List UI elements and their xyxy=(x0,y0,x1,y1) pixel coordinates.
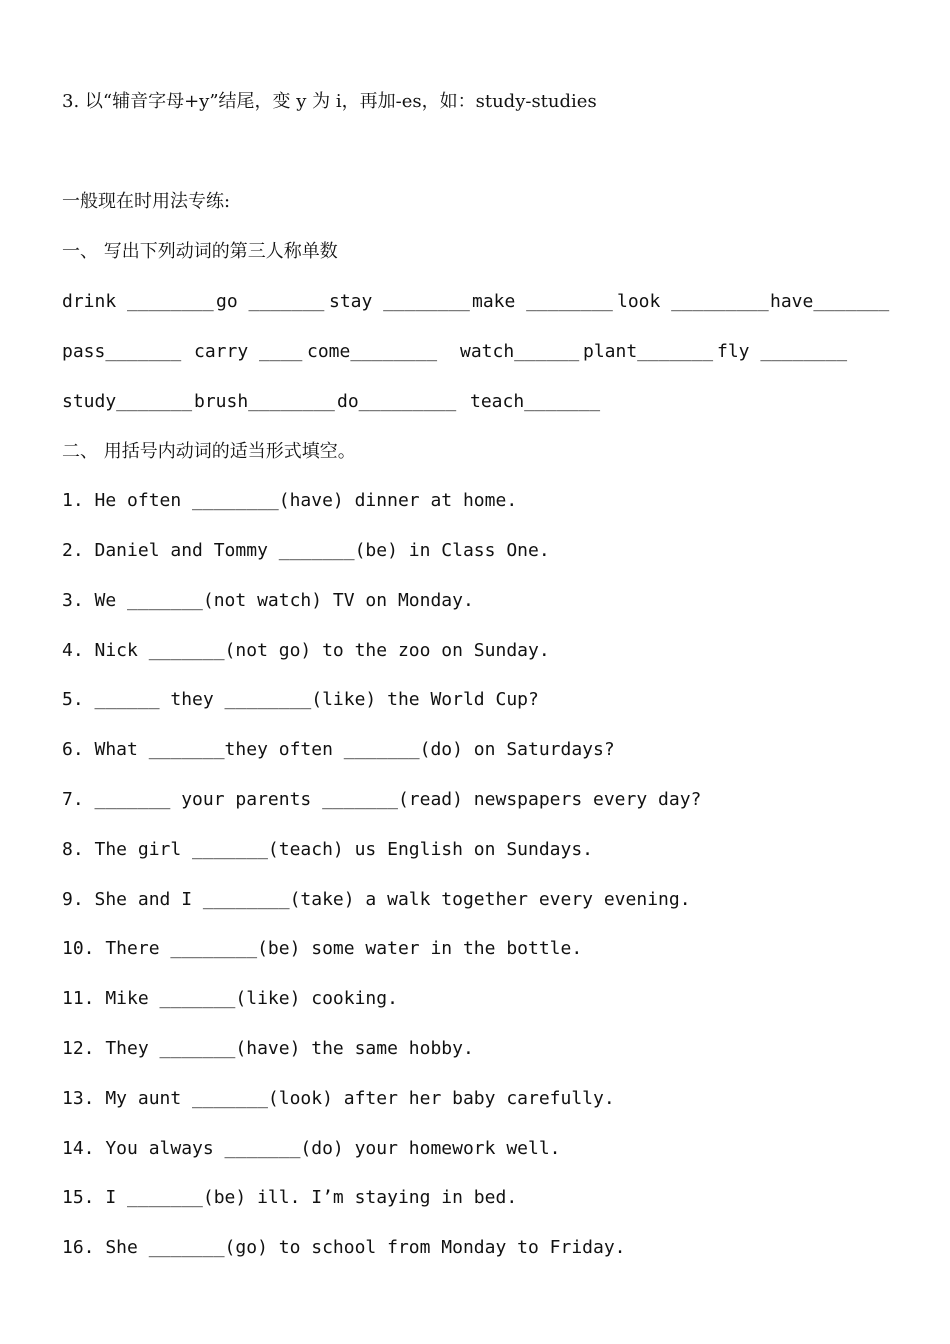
verb-drink: drink ________ xyxy=(62,291,214,312)
exercise-item-7: 7. _______ your parents _______(read) newspapers every day? xyxy=(62,789,702,810)
verb-have: have_______ xyxy=(770,291,890,312)
section-title: 一般现在时用法专练: xyxy=(62,191,231,212)
exercise-item-4: 4. Nick _______(not go) to the zoo on Sunday. xyxy=(62,640,550,661)
verb-look: look _________ xyxy=(617,291,769,312)
verb-study: study_______ xyxy=(62,391,193,412)
verb-go: go _______ xyxy=(216,291,325,312)
exercise-item-5: 5. ______ they ________(like) the World Cup? xyxy=(62,689,539,710)
exercise-item-9: 9. She and I ________(take) a walk together every evening. xyxy=(62,889,691,910)
verb-carry: carry ____ xyxy=(194,341,303,362)
verb-plant: plant_______ xyxy=(583,341,714,362)
verb-come: come________ xyxy=(307,341,438,362)
exercise-item-15: 15. I _______(be) ill. I’m staying in bed. xyxy=(62,1187,518,1208)
exercise-item-13: 13. My aunt _______(look) after her baby carefully. xyxy=(62,1088,615,1109)
part2-heading: 二、 用括号内动词的适当形式填空。 xyxy=(62,441,356,462)
verb-row-2 xyxy=(62,340,892,364)
verb-watch: watch______ xyxy=(460,341,580,362)
rule-3: 3. 以“辅音字母+y”结尾，变 y 为 i，再加-es，如：study-studies xyxy=(62,91,597,112)
verb-pass: pass_______ xyxy=(62,341,182,362)
part1-heading: 一、 写出下列动词的第三人称单数 xyxy=(62,241,338,262)
verb-fly: fly ________ xyxy=(717,341,848,362)
verb-make: make ________ xyxy=(472,291,613,312)
exercise-item-11: 11. Mike _______(like) cooking. xyxy=(62,988,398,1009)
exercise-item-8: 8. The girl _______(teach) us English on Sundays. xyxy=(62,839,594,860)
exercise-item-14: 14. You always _______(do) your homework well. xyxy=(62,1138,561,1159)
exercise-item-16: 16. She _______(go) to school from Monday to Friday. xyxy=(62,1237,626,1258)
exercise-item-3: 3. We _______(not watch) TV on Monday. xyxy=(62,590,474,611)
verb-row-3 xyxy=(62,390,662,414)
verb-teach: teach_______ xyxy=(470,391,601,412)
exercise-item-6: 6. What _______they often _______(do) on Saturdays? xyxy=(62,739,615,760)
verb-row-1 xyxy=(62,290,892,314)
exercise-item-12: 12. They _______(have) the same hobby. xyxy=(62,1038,474,1059)
verb-brush: brush________ xyxy=(194,391,335,412)
exercise-item-10: 10. There ________(be) some water in the bottle. xyxy=(62,938,583,959)
verb-stay: stay ________ xyxy=(329,291,470,312)
exercise-item-1: 1. He often ________(have) dinner at home. xyxy=(62,490,518,511)
verb-do: do_________ xyxy=(337,391,457,412)
exercise-item-2: 2. Daniel and Tommy _______(be) in Class One. xyxy=(62,540,550,561)
